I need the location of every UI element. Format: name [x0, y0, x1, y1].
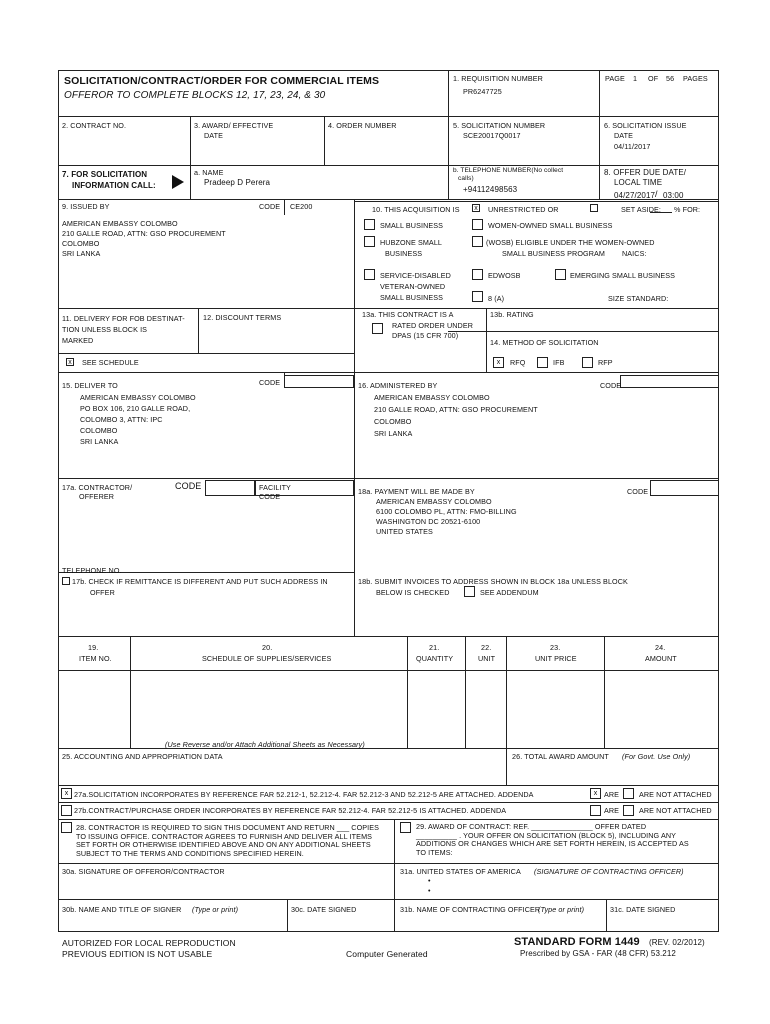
telephone-no-label: TELEPHONE NO. — [62, 566, 122, 575]
invoices-label-2: BELOW IS CHECKED — [376, 588, 450, 597]
col-amount: AMOUNT — [645, 654, 677, 663]
issue-date-label: 6. SOLICITATION ISSUE — [604, 121, 687, 130]
sdvosb-checkbox[interactable] — [364, 269, 375, 280]
form-name: STANDARD FORM 1449 — [514, 936, 640, 948]
percent-for-label: % FOR: — [674, 205, 701, 214]
see-addendum-checkbox[interactable] — [464, 586, 475, 597]
administered-by-code-label: CODE — [600, 381, 622, 390]
27a-are-not-checkbox[interactable] — [623, 788, 634, 799]
payment-address: AMERICAN EMBASSY COLOMBO 6100 COLOMBO PL, ATTN: FMO-BILLING WASHINGTON DC 20521-6100 UNITED STATES — [376, 497, 517, 536]
divider — [58, 785, 719, 786]
rfp-label: RFP — [598, 358, 613, 367]
order-number-label: 4. ORDER NUMBER — [328, 121, 397, 130]
27a-checkbox[interactable]: x — [61, 788, 72, 799]
small-business-label: SMALL BUSINESS — [380, 221, 444, 230]
divider — [465, 636, 466, 748]
8a-label: 8 (A) — [488, 294, 505, 303]
co-name-label: 31b. NAME OF CONTRACTING OFFICER — [400, 905, 541, 914]
col-quantity-num: 21. — [429, 643, 440, 652]
solicitation-info-label: 7. FOR SOLICITATION — [62, 170, 148, 179]
form-revision: (REV. 02/2012) — [649, 938, 705, 947]
rated-order-label: 13a. THIS CONTRACT IS A — [362, 310, 454, 319]
set-aside-blank — [650, 212, 672, 213]
divider — [394, 819, 395, 932]
rated-order-label-3: DPAS (15 CFR 700) — [392, 331, 459, 340]
wosb-label: WOMEN-OWNED SMALL BUSINESS — [488, 221, 613, 230]
divider — [58, 670, 719, 671]
27b-are-not-checkbox[interactable] — [623, 805, 634, 816]
divider — [58, 165, 719, 166]
offer-due-value: 04/27/2017 — [614, 191, 656, 200]
27b-label: 27b.CONTRACT/PURCHASE ORDER INCORPORATES BY REFERENCE FAR 52.212-4. FAR 52.212-5 IS ATTACHED. ADDENDA — [74, 806, 507, 815]
col-amount-num: 24. — [655, 643, 666, 652]
page-number: 1 — [633, 74, 638, 83]
form-title: SOLICITATION/CONTRACT/ORDER FOR COMMERCIAL ITEMS — [64, 75, 380, 87]
col-unit-num: 22. — [481, 643, 492, 652]
accounting-label: 25. ACCOUNTING AND APPROPRIATION DATA — [62, 752, 223, 761]
rfq-label: RFQ — [510, 358, 526, 367]
total-award-label: 26. TOTAL AWARD AMOUNT — [512, 752, 609, 761]
contractor-label: 17a. CONTRACTOR/ — [62, 483, 133, 492]
code-box — [284, 375, 354, 388]
divider — [190, 116, 191, 199]
issued-by-code-label: CODE — [259, 202, 281, 211]
hubzone-checkbox[interactable] — [364, 236, 375, 247]
offer-due-label-2: LOCAL TIME — [614, 178, 663, 187]
divider — [354, 199, 355, 636]
divider — [58, 748, 719, 749]
ifb-label: IFB — [553, 358, 565, 367]
authorized-text: AUTORIZED FOR LOCAL REPRODUCTION — [62, 938, 236, 948]
contact-name-label: a. NAME — [194, 168, 224, 177]
solicitation-number-value: SCE20017Q0017 — [463, 131, 521, 140]
divider — [354, 201, 719, 202]
divider — [287, 899, 288, 932]
code-box — [650, 480, 719, 496]
col-schedule-num: 20. — [262, 643, 273, 652]
see-schedule-label: SEE SCHEDULE — [82, 358, 139, 367]
sdvosb-label: SERVICE-DISABLED — [380, 271, 451, 280]
col-item-no: ITEM NO. — [79, 654, 112, 663]
issue-date-value: 04/11/2017 — [614, 142, 651, 151]
award-date-label: 3. AWARD/ EFFECTIVE — [194, 121, 274, 130]
unrestricted-label: UNRESTRICTED OR — [488, 205, 559, 214]
divider — [130, 636, 131, 748]
usa-note: (SIGNATURE OF CONTRACTING OFFICER) — [534, 867, 684, 876]
unrestricted-checkbox[interactable]: x — [472, 204, 480, 212]
27b-are-label: ARE — [604, 806, 620, 815]
award-contract-text: 29. AWARD OF CONTRACT: REF. _______________ OFFER DATED __________ . YOUR OFFER ON SOLICITATION (BLOCK 5), INCLUDING ANY ADDITIONS OR CHANGES WHICH ARE SET FORTH HEREIN, IS ACCEPTED AS TO ITEMS: — [416, 822, 689, 858]
co-name-note: (Type or print) — [538, 905, 585, 914]
divider — [58, 819, 719, 820]
see-schedule-checkbox[interactable]: x — [66, 358, 74, 366]
rated-order-checkbox[interactable] — [372, 323, 383, 334]
wosb-eligible-label-2: SMALL BUSINESS PROGRAM — [502, 249, 605, 258]
wosb-checkbox[interactable] — [472, 219, 483, 230]
issue-date-label-2: DATE — [614, 131, 634, 140]
divider — [58, 636, 719, 637]
8a-checkbox[interactable] — [472, 291, 483, 302]
bullet: • — [428, 876, 431, 885]
set-aside-checkbox[interactable] — [590, 204, 598, 212]
divider — [506, 636, 507, 748]
divider — [58, 478, 719, 479]
award-date-label-2: DATE — [204, 131, 224, 140]
divider — [58, 372, 719, 373]
col-unit: UNIT — [478, 654, 496, 663]
offer-due-label: 8. OFFER DUE DATE/ — [604, 168, 687, 177]
27b-checkbox[interactable] — [61, 805, 72, 816]
invoices-label: 18b. SUBMIT INVOICES TO ADDRESS SHOWN IN BLOCK 18a UNLESS BLOCK — [358, 577, 628, 586]
size-standard-label: SIZE STANDARD: — [608, 294, 669, 303]
administered-by-address: AMERICAN EMBASSY COLOMBO 210 GALLE ROAD, ATTN: GSO PROCUREMENT COLOMBO SRI LANKA — [374, 393, 538, 438]
administered-by-label: 16. ADMINISTERED BY — [358, 381, 438, 390]
page-of: OF — [648, 74, 659, 83]
page-label: PAGE — [605, 74, 625, 83]
remittance-checkbox[interactable] — [62, 577, 70, 585]
delivery-fob-label: 11. DELIVERY FOR FOB DESTINAT- TION UNLESS BLOCK IS MARKED — [62, 314, 185, 345]
solicitation-number-label: 5. SOLICITATION NUMBER — [453, 121, 546, 130]
facility-code-label: FACILITY — [259, 483, 291, 492]
col-unit-price: UNIT PRICE — [535, 654, 577, 663]
remittance-label: 17b. CHECK IF REMITTANCE IS DIFFERENT AND PUT SUCH ADDRESS IN — [72, 577, 328, 586]
wosb-eligible-label: (WOSB) ELIGIBLE UNDER THE WOMEN-OWNED — [486, 238, 655, 247]
requisition-label: 1. REQUISITION NUMBER — [453, 74, 543, 83]
deliver-to-label: 15. DELIVER TO — [62, 381, 118, 390]
col-schedule: SCHEDULE OF SUPPLIES/SERVICES — [202, 654, 332, 663]
payment-label: 18a. PAYMENT WILL BE MADE BY — [358, 487, 475, 496]
small-business-checkbox[interactable] — [364, 219, 375, 230]
divider — [58, 116, 719, 117]
code-box — [205, 480, 255, 496]
28-checkbox[interactable] — [61, 822, 72, 833]
deliver-to-address: AMERICAN EMBASSY COLOMBO PO BOX 106, 210 GALLE ROAD, COLOMBO 3, ATTN: IPC COLOMBO SRI LANKA — [80, 393, 196, 446]
hubzone-label-2: BUSINESS — [385, 249, 423, 258]
divider — [198, 308, 199, 353]
method-label: 14. METHOD OF SOLICITATION — [490, 338, 599, 347]
prescribed-text: Prescribed by GSA - FAR (48 CFR) 53.212 — [520, 949, 676, 958]
divider — [58, 802, 719, 803]
total-award-note: (For Govt. Use Only) — [622, 752, 691, 761]
discount-terms-label: 12. DISCOUNT TERMS — [203, 313, 282, 322]
sdvosb-label-2: VETERAN-OWNED — [380, 282, 446, 291]
offer-due-slash: / — [655, 189, 658, 199]
divider — [58, 353, 354, 354]
divider — [324, 116, 325, 165]
previous-edition-text: PREVIOUS EDITION IS NOT USABLE — [62, 949, 213, 959]
set-aside-label: SET ASIDE: — [621, 205, 662, 214]
facility-code-label-2: CODE — [259, 492, 281, 501]
issued-by-address: AMERICAN EMBASSY COLOMBO 210 GALLE ROAD, ATTN: GSO PROCUREMENT COLOMBO SRI LANKA — [62, 219, 226, 258]
date-signed-label: 30c. DATE SIGNED — [291, 905, 357, 914]
divider — [599, 70, 600, 199]
solicitation-info-label-2: INFORMATION CALL: — [72, 181, 156, 190]
issued-by-label: 9. ISSUED BY — [62, 202, 110, 211]
divider — [407, 636, 408, 748]
27a-are-not-label: ARE NOT ATTACHED — [639, 790, 712, 799]
offeror-signature-label: 30a. SIGNATURE OF OFFEROR/CONTRACTOR — [62, 867, 225, 876]
divider — [284, 199, 285, 215]
telephone-value: +94112498563 — [463, 185, 518, 194]
remittance-label-2: OFFER — [90, 588, 115, 597]
rfp-checkbox[interactable] — [582, 357, 593, 368]
edwosb-eligible-checkbox[interactable] — [472, 236, 483, 247]
contract-no-label: 2. CONTRACT NO. — [62, 121, 127, 130]
contractor-label-2: OFFERER — [79, 492, 115, 501]
page-pages: PAGES — [683, 74, 708, 83]
rated-order-label-2: RATED ORDER UNDER — [392, 321, 474, 330]
27a-are-checkbox[interactable]: x — [590, 788, 601, 799]
emerging-label: EMERGING SMALL BUSINESS — [570, 271, 676, 280]
29-checkbox[interactable] — [400, 822, 411, 833]
contact-name-value: Pradeep D Perera — [204, 178, 271, 187]
requisition-value: PR6247725 — [463, 87, 502, 96]
acquisition-label: 10. THIS ACQUISITION IS — [372, 205, 460, 214]
rating-label: 13b. RATING — [490, 310, 534, 319]
bullet: • — [428, 886, 431, 895]
telephone-label-2: calls) — [458, 175, 474, 182]
edwosb-label: EDWOSB — [488, 271, 521, 280]
payment-code-label: CODE — [627, 487, 649, 496]
page-total: 56 — [666, 74, 675, 83]
hubzone-label: HUBZONE SMALL — [380, 238, 443, 247]
telephone-label: b. TELEPHONE NUMBER(No collect — [453, 167, 564, 174]
contractor-code-label: CODE — [175, 481, 202, 491]
issued-by-code-value: CE200 — [290, 202, 313, 211]
divider — [606, 899, 607, 932]
divider — [58, 863, 719, 864]
col-quantity: QUANTITY — [416, 654, 454, 663]
offer-due-time: 03:00 — [663, 191, 684, 200]
emerging-checkbox[interactable] — [555, 269, 566, 280]
computer-generated-text: Computer Generated — [346, 949, 428, 959]
naics-label: NAICS: — [622, 249, 647, 258]
see-addendum-label: SEE ADDENDUM — [480, 588, 539, 597]
divider — [448, 70, 449, 199]
signer-name-label: 30b. NAME AND TITLE OF SIGNER — [62, 905, 182, 914]
code-box — [620, 375, 719, 388]
divider — [448, 331, 719, 332]
ifb-checkbox[interactable] — [537, 357, 548, 368]
pointer-arrow-icon — [172, 175, 184, 189]
27a-are-label: ARE — [604, 790, 620, 799]
usa-label: 31a. UNITED STATES OF AMERICA — [400, 867, 521, 876]
deliver-to-code-label: CODE — [259, 378, 281, 387]
27a-label: 27a.SOLICITATION INCORPORATES BY REFERENCE FAR 52.212-1, 52.212-4. FAR 52.212-3 AND 52.212-5 ARE ATTACHED. ADDENDA — [74, 790, 534, 799]
divider — [58, 308, 719, 309]
co-date-signed-label: 31c. DATE SIGNED — [610, 905, 676, 914]
27b-are-not-label: ARE NOT ATTACHED — [639, 806, 712, 815]
col-unit-price-num: 23. — [550, 643, 561, 652]
sdvosb-label-3: SMALL BUSINESS — [380, 293, 444, 302]
rfq-checkbox[interactable]: x — [493, 357, 504, 368]
schedule-note: (Use Reverse and/or Attach Additional Sheets as Necessary) — [165, 740, 365, 749]
divider — [486, 308, 487, 372]
divider — [506, 748, 507, 785]
divider — [58, 899, 719, 900]
col-item-no-num: 19. — [88, 643, 99, 652]
divider — [604, 636, 605, 748]
form-subtitle: OFFEROR TO COMPLETE BLOCKS 12, 17, 23, 24, & 30 — [64, 90, 326, 101]
contractor-sign-text: 28. CONTRACTOR IS REQUIRED TO SIGN THIS DOCUMENT AND RETURN ___ COPIES TO ISSUING OFFICE. CONTRACTOR AGREES TO FURNISH AND DELIVER ALL ITEMS SET FORTH OR OTHERWISE IDENTIFIED ABOVE AND ON ANY ADDITIONAL SHEETS SUBJECT TO THE TERMS AND CONDITIONS SPECIFIED HEREIN. — [76, 823, 380, 858]
27b-are-checkbox[interactable] — [590, 805, 601, 816]
edwosb-checkbox[interactable] — [472, 269, 483, 280]
signer-name-note: (Type or print) — [192, 905, 239, 914]
